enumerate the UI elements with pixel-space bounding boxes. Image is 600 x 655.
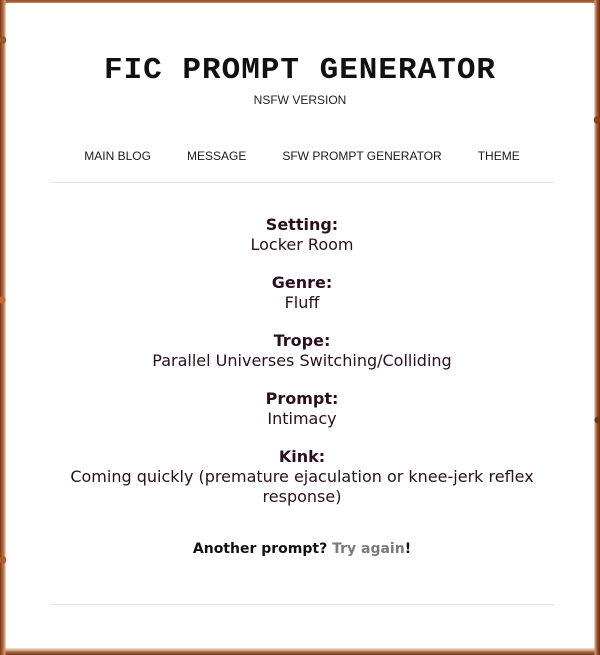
genre-label: Genre: [271, 273, 333, 292]
main-panel [6, 3, 594, 648]
footer-divider [50, 604, 554, 605]
page-subtitle: NSFW VERSION [253, 93, 347, 107]
prompt-value: Intimacy [267, 409, 337, 428]
try-again-link[interactable]: Try again [332, 541, 405, 557]
setting-value: Locker Room [250, 235, 354, 254]
nav-link-theme[interactable]: THEME [477, 149, 520, 163]
kink-field [50, 447, 554, 507]
prompt-field [50, 389, 554, 429]
prompt-content [50, 183, 554, 557]
try-again-question: Another prompt? [192, 541, 333, 557]
try-again-suffix: ! [404, 541, 412, 557]
header [6, 3, 594, 107]
top-nav [50, 149, 554, 183]
setting-field [50, 215, 554, 255]
nav-link-main-blog[interactable]: MAIN BLOG [84, 149, 151, 163]
genre-value: Fluff [284, 293, 320, 312]
genre-field [50, 273, 554, 313]
nav-link-message[interactable]: MESSAGE [186, 149, 247, 163]
kink-label: Kink: [278, 447, 326, 466]
try-again-line [50, 541, 554, 557]
prompt-label: Prompt: [265, 389, 339, 408]
trope-label: Trope: [273, 331, 331, 350]
kink-value: Coming quickly (premature ejaculation or knee-jerk reflex response) [70, 467, 534, 506]
setting-label: Setting: [265, 215, 339, 234]
trope-field [50, 331, 554, 371]
page-title: FIC PROMPT GENERATOR [103, 53, 497, 88]
trope-value: Parallel Universes Switching/Colliding [152, 351, 452, 370]
nav-link-sfw-prompt-generator[interactable]: SFW PROMPT GENERATOR [282, 149, 442, 163]
